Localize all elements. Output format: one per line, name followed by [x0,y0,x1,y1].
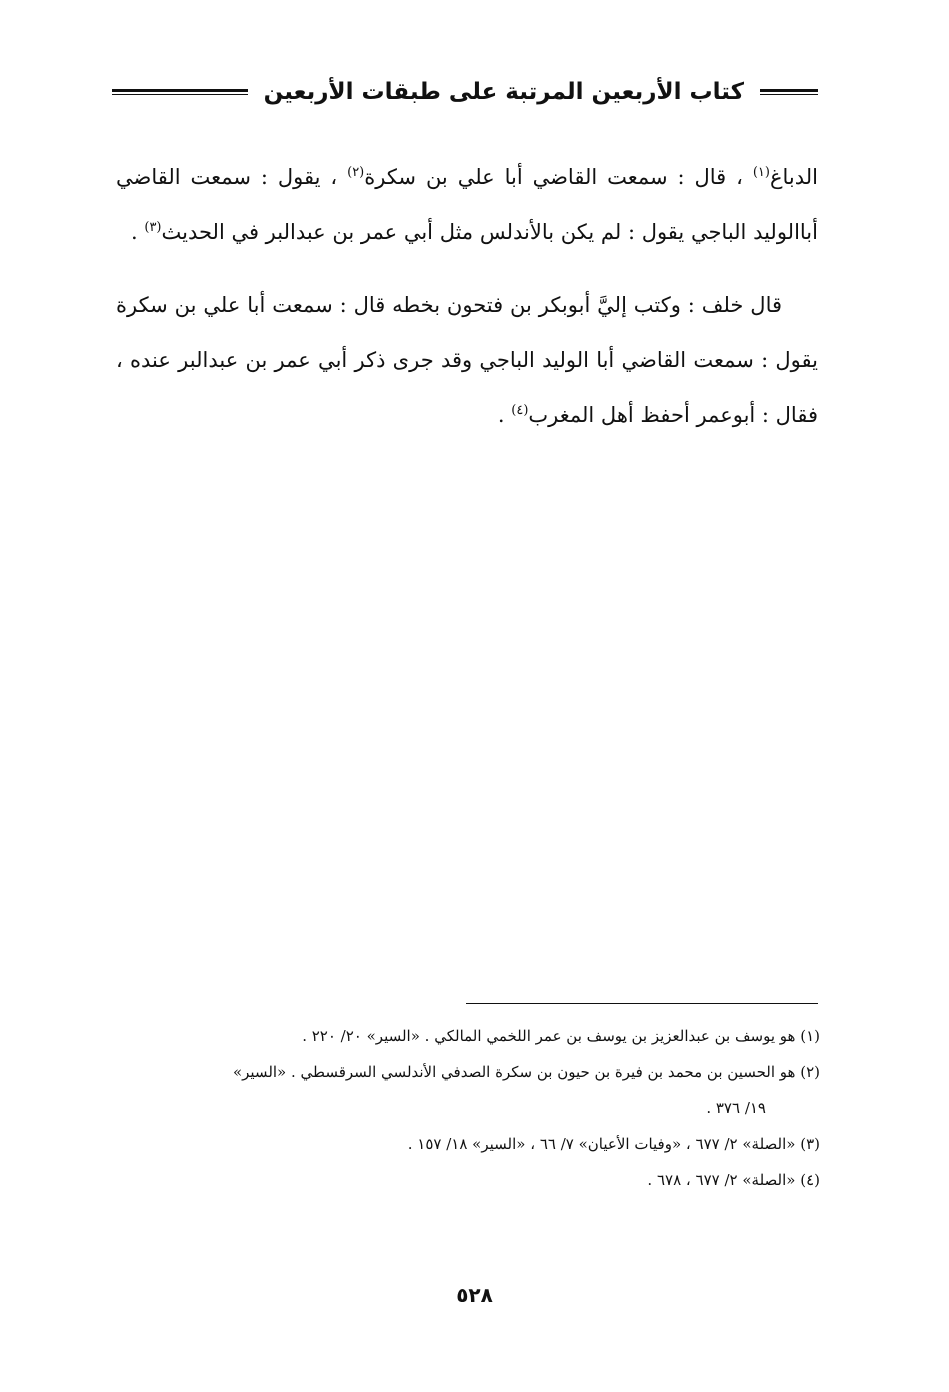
paragraph-1 [116,150,818,260]
footnote-ref-4: (٤) [511,403,529,418]
page-number: ٥٢٨ [456,1283,493,1307]
main-text [116,150,818,461]
footnote-ref-3: (٣) [144,220,162,235]
header-rule-right [760,89,818,95]
text-segment: ، يقول : سمعت القاضي أباالوليد الباجي يقول : لم يكن بالأندلس مثل أبي عمر بن عبدالبر في الحديث [116,165,818,244]
footnote-3: (٣) «الصلة» ٢/ ٦٧٧ ، «وفيات الأعيان» ٧/ ٦٦ ، «السير» ١٨/ ١٥٧ . [407,1135,820,1153]
text-segment: . [497,403,512,427]
footnote-ref-1: (١) [752,165,770,180]
text-segment: . [131,220,145,244]
text-segment: ، قال : سمعت القاضي أبا علي بن سكرة [364,165,753,189]
footnote-ref-2: (٢) [347,165,365,180]
header-rule-left [112,89,248,95]
footnote-4: (٤) «الصلة» ٢/ ٦٧٧ ، ٦٧٨ . [647,1171,820,1189]
footnote-separator [466,1003,818,1004]
text-segment: قال خلف : وكتب إليَّ أبوبكر بن فتحون بخطه قال : سمعت أبا علي بن سكرة يقول : سمعت القاضي أبا الوليد الباجي وقد جرى ذكر أبي عمر بن عبدالبر عنده ، فقال : أبوعمر أحفظ أهل المغرب [116,293,818,427]
footnote-1: (١) هو يوسف بن عبدالعزيز بن يوسف بن عمر اللخمي المالكي . «السير» ٢٠/ ٢٢٠ . [302,1027,820,1045]
footnote-2-continuation: ١٩/ ٣٧٦ . [706,1099,766,1117]
paragraph-2 [116,278,818,443]
running-header [112,72,818,112]
text-segment: الدباغ [769,165,818,189]
footnotes [116,1018,820,1198]
header-title: كتاب الأربعين المرتبة على طبقات الأربعين [263,79,744,105]
footnote-2: (٢) هو الحسين بن محمد بن فيرة بن حيون بن سكرة الصدفي الأندلسي السرقسطي . «السير» [232,1063,820,1081]
